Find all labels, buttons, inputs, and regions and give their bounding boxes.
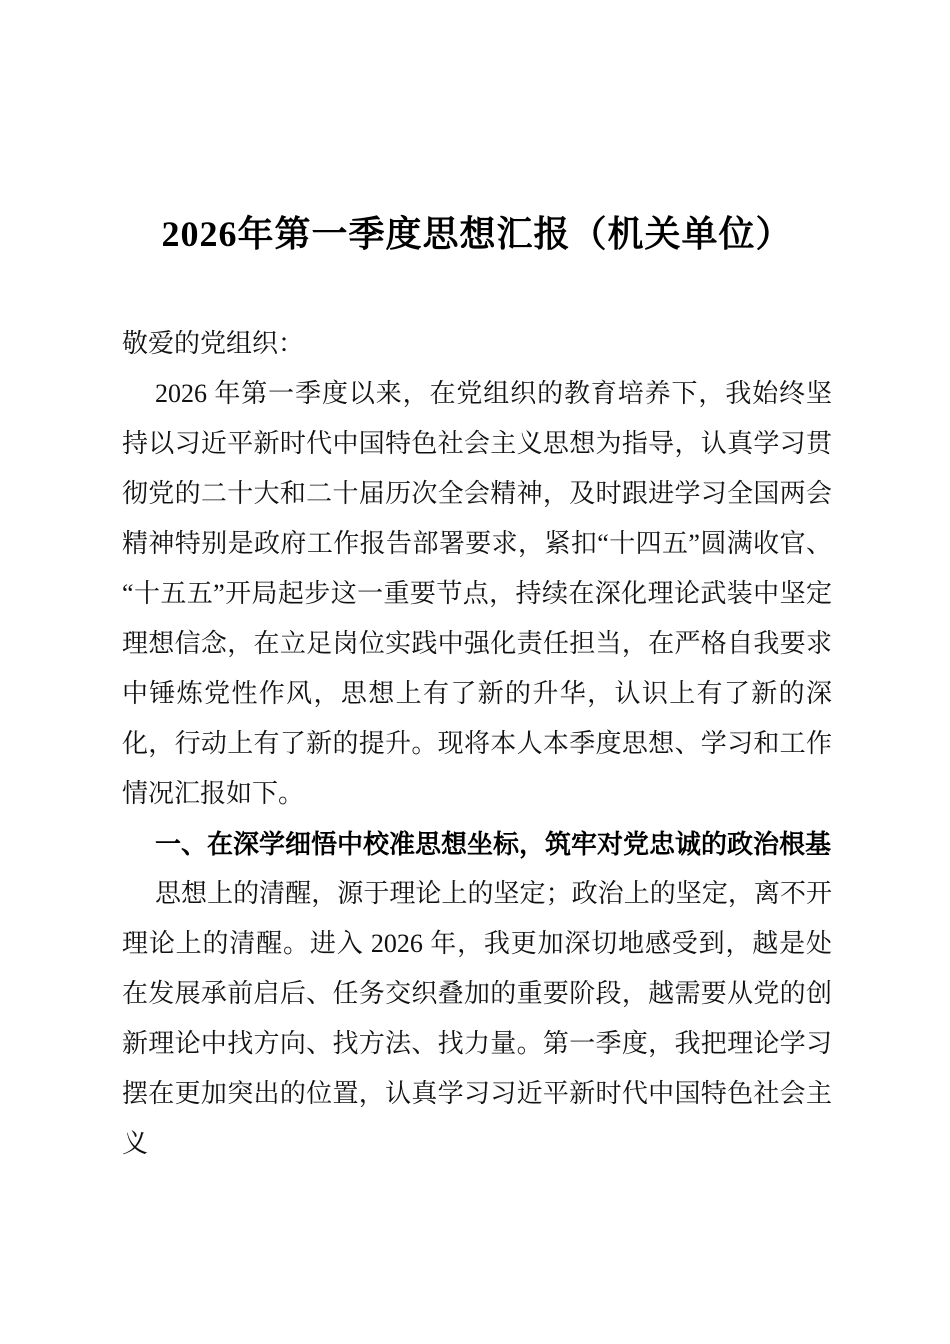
body-paragraph: 思想上的清醒，源于理论上的坚定；政治上的坚定，离不开理论上的清醒。进入 2026 年，我更加深切地感受到，越是处在发展承前启后、任务交织叠加的重要阶段，越需要从党的创新理论中找方向、找方法、找力量。第一季度，我把理论学习摆在更加突出的位置，认真学习习近平新时代中国特色社会主义	[122, 879, 832, 1158]
salutation-line: 敬爱的党组织：	[122, 329, 305, 358]
body-paragraph: 2026 年第一季度以来，在党组织的教育培养下，我始终坚持以习近平新时代中国特色社会主义思想为指导，认真学习贯彻党的二十大和二十届历次全会精神，及时跟进学习全国两会精神特别是政府工作报告部署要求，紧扣“十四五”圆满收官、“十五五”开局起步这一重要节点，持续在深化理论武装中坚定理想信念，在立足岗位实践中强化责任担当，在严格自我要求中锤炼党性作风，思想上有了新的升华，认识上有了新的深化，行动上有了新的提升。现将本人本季度思想、学习和工作情况汇报如下。	[122, 379, 832, 808]
section-heading: 一、在深学细悟中校准思想坐标，筑牢对党忠诚的政治根基	[155, 829, 832, 859]
document-title: 2026年第一季度思想汇报（机关单位）	[161, 214, 793, 254]
document-body	[122, 319, 832, 1169]
